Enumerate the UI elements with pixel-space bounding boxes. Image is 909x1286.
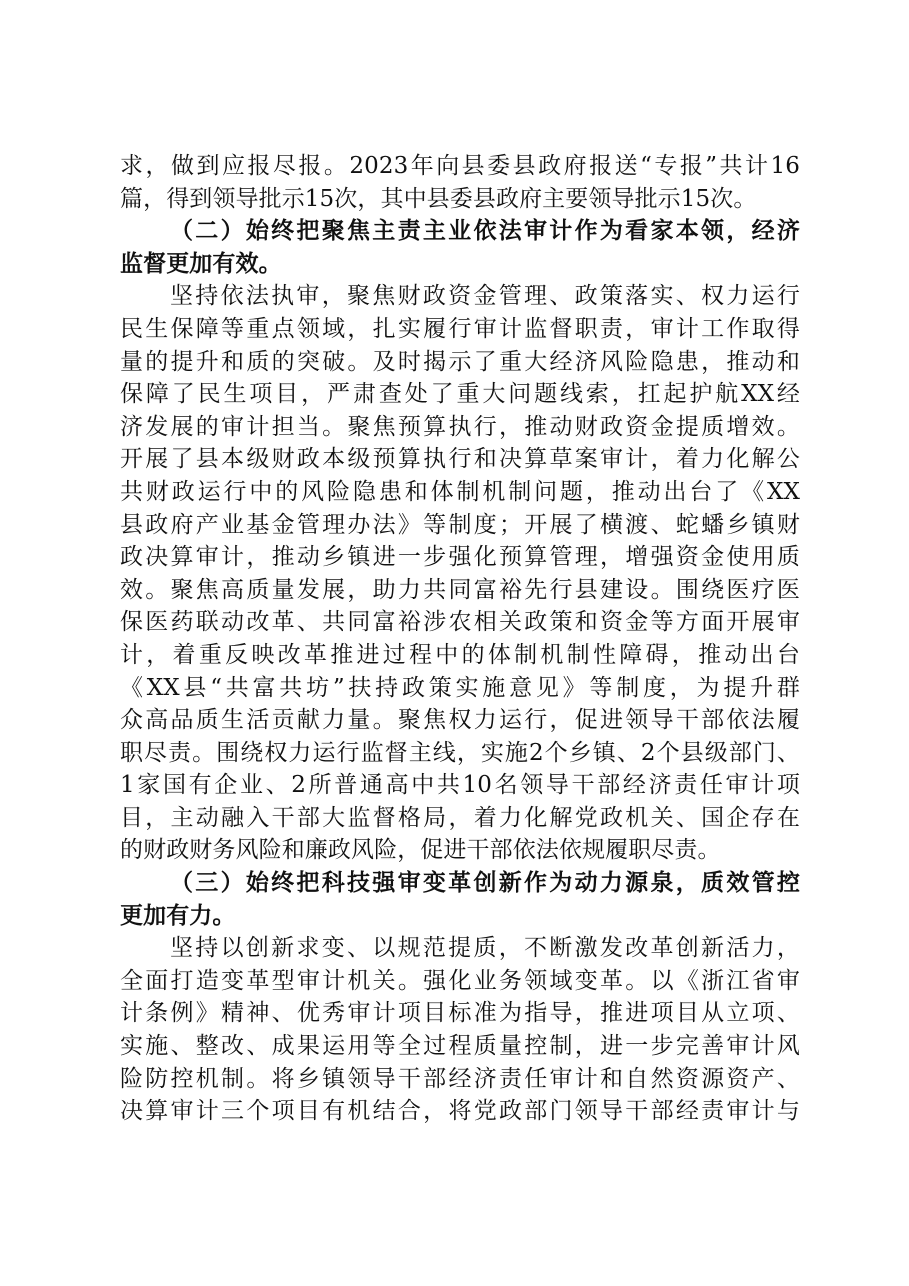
paragraph-line: 效。聚焦高质量发展，助力共同富裕先行县建设。围绕医疗医	[120, 576, 800, 603]
paragraph-line: 民生保障等重点领域，扎实履行审计监督职责，审计工作取得	[120, 315, 800, 342]
paragraph-line: 坚持依法执审，聚焦财政资金管理、政策落实、权力运行	[170, 283, 800, 310]
paragraph-line: 开展了县本级财政本级预算执行和决算草案审计，着力化解公	[120, 446, 800, 473]
paragraph-line: 的财政财务风险和廉政风险，促进干部依法依规履职尽责。	[120, 837, 721, 864]
paragraph-line: 计条例》精神、优秀审计项目标准为指导，推进项目从立项、	[120, 1000, 800, 1027]
paragraph-line: 计，着重反映改革推进过程中的体制机制性障碍，推动出台	[120, 641, 800, 668]
paragraph-line: 全面打造变革型审计机关。强化业务领域变革。以《浙江省审	[120, 967, 800, 994]
paragraph-line: 1家国有企业、2所普通高中共10名领导干部经济责任审计项	[120, 772, 800, 799]
paragraph-line: 量的提升和质的突破。及时揭示了重大经济风险隐患，推动和	[120, 348, 800, 375]
section-heading-line: 更加有力。	[120, 902, 236, 929]
paragraph-line: 《XX县“共富共坊”扶持政策实施意见》等制度，为提升群	[120, 674, 800, 701]
paragraph-line: 职尽责。围绕权力运行监督主线，实施2个乡镇、2个县级部门、	[120, 739, 800, 766]
paragraph-line: 保障了民生项目，严肃查处了重大问题线索，扛起护航XX经	[120, 381, 800, 408]
section-heading-line: （三）始终把科技强审变革创新作为动力源泉，质效管控	[170, 870, 800, 897]
paragraph-line: 众高品质生活贡献力量。聚焦权力运行，促进领导干部依法履	[120, 707, 800, 734]
paragraph-line: 险防控机制。将乡镇领导干部经济责任审计和自然资源资产、	[120, 1065, 800, 1092]
paragraph-line: 目，主动融入干部大监督格局，着力化解党政机关、国企存在	[120, 804, 800, 831]
paragraph-line: 坚持以创新求变、以规范提质，不断激发改革创新活力，	[170, 935, 800, 962]
paragraph-line: 实施、整改、成果运用等全过程质量控制，进一步完善审计风	[120, 1033, 800, 1060]
document-body	[120, 150, 800, 1128]
paragraph-line: 篇，得到领导批示15次，其中县委县政府主要领导批示15次。	[120, 185, 757, 212]
paragraph-line: 决算审计三个项目有机结合，将党政部门领导干部经责审计与	[120, 1098, 800, 1125]
paragraph-line: 济发展的审计担当。聚焦预算执行，推动财政资金提质增效。	[120, 413, 800, 440]
paragraph-line: 政决算审计，推动乡镇进一步强化预算管理，增强资金使用质	[120, 544, 800, 571]
paragraph-line: 保医药联动改革、共同富裕涉农相关政策和资金等方面开展审	[120, 609, 800, 636]
section-heading-line: 监督更加有效。	[120, 250, 282, 277]
paragraph-line: 共财政运行中的风险隐患和体制机制问题，推动出台了《XX	[120, 478, 800, 505]
paragraph-line: 求，做到应报尽报。2023年向县委县政府报送“专报”共计16	[120, 153, 800, 179]
paragraph-line: 县政府产业基金管理办法》等制度；开展了横渡、蛇蟠乡镇财	[120, 511, 800, 538]
section-heading-line: （二）始终把聚焦主责主业依法审计作为看家本领，经济	[170, 218, 800, 245]
